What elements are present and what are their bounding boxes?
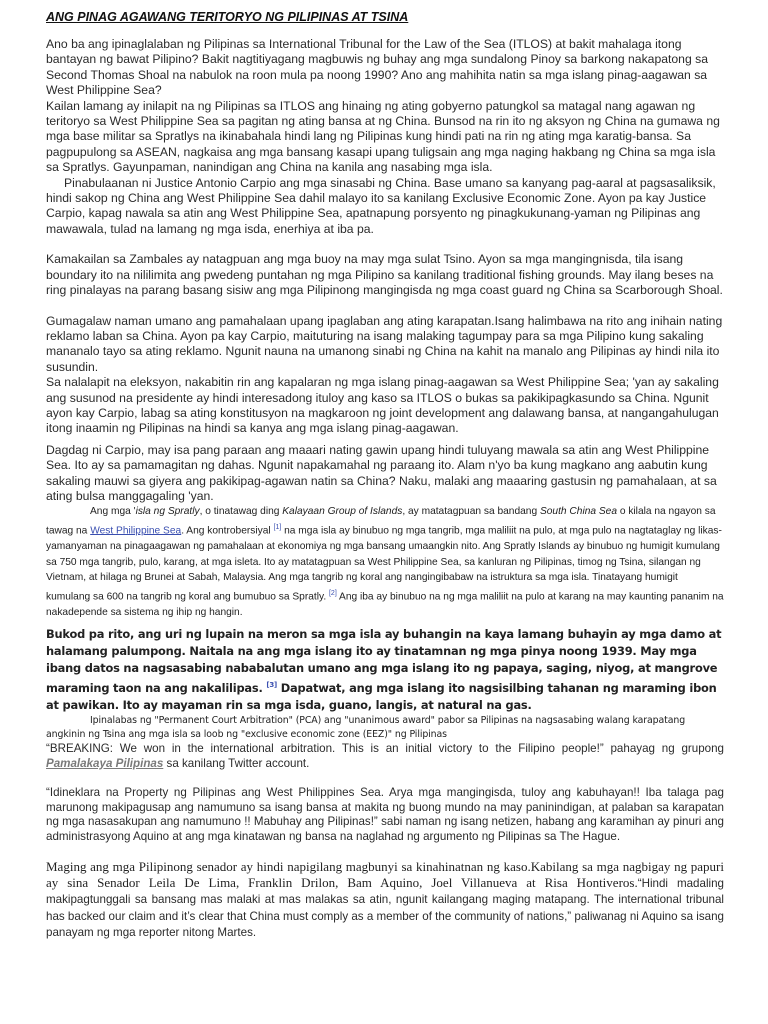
pamalakaya-handle-link[interactable]: Pamalakaya Pilipinas — [46, 756, 164, 770]
paragraph-election: Sa nalalapit na eleksyon, nakabitin rin ang kapalaran ng mga islang pinag-aagawan sa West Philippine Sea; 'yan ay sakaling ang susunod na presidente ay hindi interesadong ituloy ang kaso sa ITLOS o bukas sa pakikipagkasundo sa China. Ngunit ayon kay Carpio, labag sa ating konstitusyon na magkaroon ng joint development ang dalawang bansa, at nangangahulugan itong inaamin ng Pilipinas na hindi sa kanya ang mga islang pinag-aagawan. — [46, 375, 719, 436]
document-title: ANG PINAG AGAWANG TERITORYO NG PILIPINAS AT TSINA — [46, 10, 409, 24]
footnote-ref-1[interactable]: [1] — [273, 523, 282, 531]
paragraph-arbitration: Ipinalabas ng "Permanent Court Arbitration" (PCA) ang "unanimous award" pabor sa Pilipinas na nagsasabing walang karapatang angkinin ng Tsina ang mga isla sa loob ng "exclusive economic zone (EEZ)" ng Pilipinas — [46, 715, 686, 741]
paragraph-senators: Maging ang mga Pilipinong senador ay hindi napigilang magbunyi sa kinahinatnan ng kaso.Kabilang sa mga nagbigay ng papuri ay sina Senador Leila De Lima, Franklin Drilon, Bam Aquino, Joel Villanueva at Risa Hontiveros.“Hindi madaling makipagtunggali sa bansang mas malaki at mas malakas sa atin, ngunit kailangang maging matapang. The international tribunal has backed our claim and it’s clear that China must comply as a member of the community of nations,” paliwanag ni Aquino sa isang panayam ng mga reporter nitong Martes. — [46, 859, 724, 940]
footnote-ref-3[interactable]: [3] — [266, 681, 278, 690]
west-philippine-sea-link[interactable]: West Philippine Sea — [90, 525, 182, 537]
paragraph-zambales: Kamakailan sa Zambales ay natagpuan ang mga buoy na may mga sulat Tsino. Ayon sa mga mangingnisda, tila isang boundary ito na nililimita ang pwedeng puntahan ng mga Pilipino sa kanilang traditional fishing grounds. May ilang beses na ring pinalayas na parang basang sisiw ang mga Pilipinong mangingisda ng mga coast guard ng China sa Scarborough Shoal. — [46, 252, 723, 298]
paragraph-government: Gumagalaw naman umano ang pamahalaan upang ipaglaban ang ating karapatan.Isang halimbawa na rito ang inihain nating reklamo laban sa China. Ayon pa kay Carpio, maituturing na isang malaking tagumpay para sa mga Pilipino kung sakaling mananalo tayo sa ating reklamo. Ngunit nauna na umanong sinabi ng China na kahit na manalo ang Pilipinas ay hindi nila ito susundin. — [46, 313, 723, 374]
paragraph-carpio: Pinabulaanan ni Justice Antonio Carpio ang mga sinasabi ng China. Base umano sa kanyang pag-aaral at pagsasaliksik, hindi sakop ng China ang West Philippine Sea dahil malayo ito sa kanilang Exclusive Economic Zone. Ayon pa kay Justice Carpio, kapag nawala sa atin ang West Philippine Sea, apatnapung porsyento ng pinagkukunang-yaman ng Pilipinas ang mawawala, tulad na lamang ng mga isda, enerhiya at iba pa. — [46, 175, 716, 236]
paragraph-itlos-question: Ano ba ang ipinaglalaban ng Pilipinas sa International Tribunal for the Law of the Sea (ITLOS) at bakit mahalaga itong bantayan ng bawat Pilipino? Bakit nagtitiyagang magbuwis ng buhay ang mga sundalong Pinoy sa barkong nakapatong sa Second Thomas Shoal na nabulok na roon mula pa noong 1990? Ano ang mahihita natin sa mga islang pinag-aagawan sa West Philippine Sea? — [46, 37, 708, 98]
paragraph-war-cost: Dagdag ni Carpio, may isa pang paraan ang maaari nating gawin upang hindi tuluyang mawala sa atin ang West Philippine Sea. Ito ay sa pamamagitan ng dahas. Ngunit napakamahal ng paraang ito. Alam n'yo ba kung magkano ang aabutin kung sakaling mauwi sa giyera ang pakikipag-agawan natin sa China? Naku, malaki ang maaaring gastusin ng pamahalaan, at sa ating bulsa manggagaling 'yan. — [46, 442, 717, 503]
paragraph-netizen-quote: “Idineklara na Property ng Pilipinas ang West Philippines Sea. Arya mga mangingisda, tuloy ang kabuhayan!! Iba talaga pag marunong makipagusap ang namumuno sa isang bansa at makita ng buong mundo na may paninindigan, at palaban sa karapatan ng mga nasasakupan ang namumuno !! Mabuhay ang Pilipinas!” sabi naman ng isang netizen, habang ang karamihan ay pinuri ang administrasyong Aquino at ang mga kinatawan ng bansa na naglahad ng argumento ng Pilipinas sa The Hague. — [46, 786, 724, 843]
paragraph-island-resources: Bukod pa rito, ang uri ng lupain na meron sa mga isla ay buhangin na kaya lamang buhayin ay mga damo at halamang palumpong. Naitala na ang mga islang ito ay tinatamnan ng mga pinya noong 1939. May mga ibang datos na nagsasabing nababalutan umano ang mga islang ito ng papaya, saging, niyog, at mangrove maraming taon na ang nakalilipas. [3] Dapatwat, ang mga islang ito nagsisilbing tahanan ng maraming ibon at pawikan. Ito ay mayaman rin sa mga isda, guano, langis, at natural na gas. — [46, 627, 722, 713]
paragraph-breaking: “BREAKING: We won in the international arbitration. This is an initial victory to the Filipino people!” pahayag ng grupong Pamalakaya Pilipinas sa kanilang Twitter account. — [46, 742, 724, 770]
paragraph-spratly: Ang mga 'isla ng Spratly, o tinatawag ding Kalayaan Group of Islands, ay matatagpuan sa bandang South China Sea o kilala na ngayon sa tawag na West Philippine Sea. Ang kontrobersiyal [1] na mga isla ay binubuo ng mga tangrib, mga maliliit na pulo, at mga pulo na nagtataglay ng likas-yamanyaman na pinagaagawan ng pamahalaan at ekonomiya ng mga bansang umaangkin nito. Ang Spratly Islands ay binubuo ng humigit kumulang sa 750 mga tangrib, pulo, karang, at mga isleta. Ito ay matatagpuan sa West Philippine Sea, sa kanluran ng Pilipinas, timog ng Tsina, silangan ng Vietnam, at hilaga ng Brunei at Sabah, Malaysia. Ang mga tangrib ng koral ang nangingibabaw na istruktura sa mga isla. Tinatayang humigit kumulang sa 600 na tangrib ng koral ang bumubuo sa Spratly. [2] Ang iba ay binubuo na ng mga maliliit na pulo at karang na may kaunting pananim na nakadepende sa sistema ng ihip ng hangin. — [46, 506, 724, 618]
paragraph-itlos-complaint: Kailan lamang ay inilapit na ng Pilipinas sa ITLOS ang hinaing ng ating gobyerno patungkol sa matagal nang agawan ng teritoryo sa West Philippine Sea sa pagitan ng ating bansa at ng China. Bunsod na rin ito ng aksyon ng China na gumawa ng mga base militar sa Spratlys na ikinabahala hindi lang ng Pilipinas kung hindi pati na rin ng ating mga karatig-bansa. Sa pagpupulong sa ASEAN, nagkaisa ang mga bansang kasapi upang tuligsain ang mga naging hakbang ng China sa mga isla sa Spratlys. Gayunpaman, nanindigan ang China na kanila ang nasabing mga isla. — [46, 98, 720, 175]
document-page — [46, 10, 724, 941]
footnote-ref-2[interactable]: [2] — [328, 589, 337, 597]
